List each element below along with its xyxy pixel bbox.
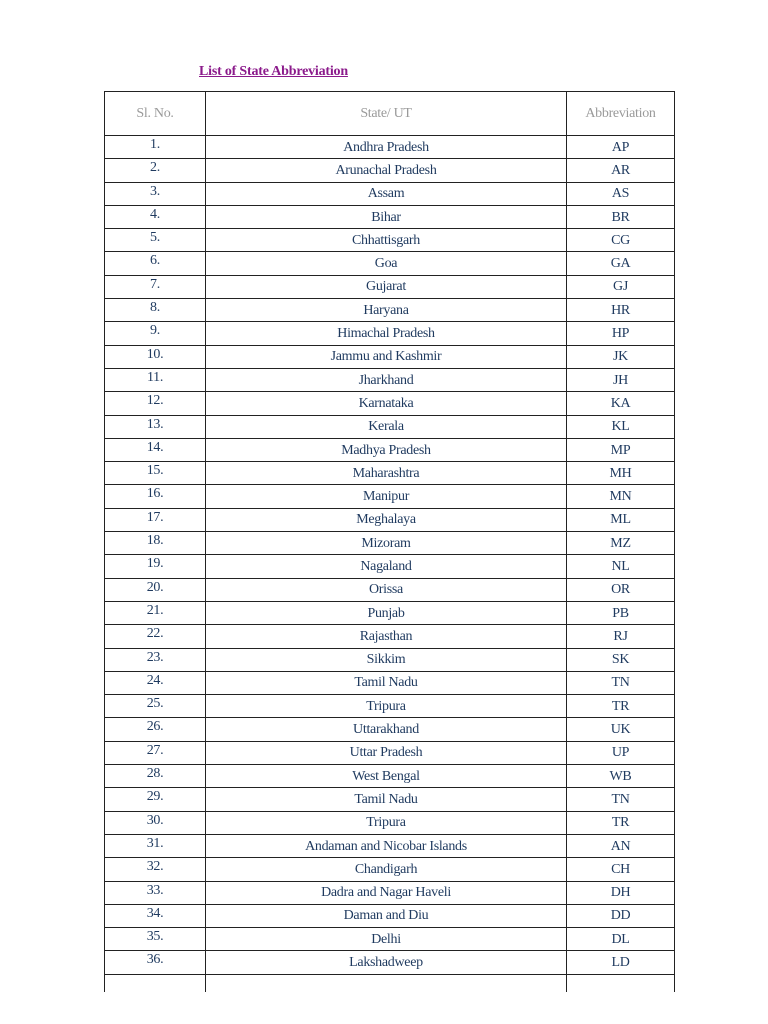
cell-state-ut: Nagaland — [206, 555, 567, 578]
table-row — [105, 415, 675, 438]
table-row — [105, 648, 675, 671]
cell-sl-no: 11. — [105, 368, 206, 391]
empty-cell — [105, 974, 206, 992]
table-row — [105, 765, 675, 788]
cell-abbreviation: CH — [567, 858, 675, 881]
table-row — [105, 718, 675, 741]
cell-abbreviation: OR — [567, 578, 675, 601]
page-title: List of State Abbreviation — [199, 64, 348, 79]
table-row — [105, 252, 675, 275]
cell-abbreviation: MP — [567, 438, 675, 461]
table-row — [105, 299, 675, 322]
cell-state-ut: Meghalaya — [206, 508, 567, 531]
cell-abbreviation: KA — [567, 392, 675, 415]
table-row — [105, 951, 675, 974]
cell-sl-no: 35. — [105, 928, 206, 951]
cell-sl-no: 20. — [105, 578, 206, 601]
cell-sl-no: 22. — [105, 625, 206, 648]
cell-abbreviation: GJ — [567, 275, 675, 298]
cell-abbreviation: HR — [567, 299, 675, 322]
cell-abbreviation: DH — [567, 881, 675, 904]
cell-state-ut: Chandigarh — [206, 858, 567, 881]
cell-state-ut: Andaman and Nicobar Islands — [206, 834, 567, 857]
cell-sl-no: 24. — [105, 671, 206, 694]
cell-abbreviation: LD — [567, 951, 675, 974]
cell-sl-no: 13. — [105, 415, 206, 438]
cell-state-ut: Rajasthan — [206, 625, 567, 648]
table-row — [105, 741, 675, 764]
cell-state-ut: Sikkim — [206, 648, 567, 671]
table-row — [105, 671, 675, 694]
cell-sl-no: 10. — [105, 345, 206, 368]
cell-state-ut: Andhra Pradesh — [206, 136, 567, 159]
cell-sl-no: 6. — [105, 252, 206, 275]
cell-sl-no: 5. — [105, 229, 206, 252]
cell-state-ut: Karnataka — [206, 392, 567, 415]
table-row — [105, 392, 675, 415]
table-row — [105, 368, 675, 391]
cell-state-ut: Manipur — [206, 485, 567, 508]
cell-sl-no: 25. — [105, 695, 206, 718]
cell-sl-no: 3. — [105, 182, 206, 205]
table-row — [105, 578, 675, 601]
cell-abbreviation: KL — [567, 415, 675, 438]
cell-sl-no: 17. — [105, 508, 206, 531]
table-body — [105, 136, 675, 992]
cell-abbreviation: GA — [567, 252, 675, 275]
table-row — [105, 205, 675, 228]
cell-abbreviation: MZ — [567, 532, 675, 555]
cell-sl-no: 4. — [105, 205, 206, 228]
cell-state-ut: Goa — [206, 252, 567, 275]
cell-abbreviation: TR — [567, 695, 675, 718]
table-row — [105, 881, 675, 904]
cell-state-ut: Haryana — [206, 299, 567, 322]
cell-sl-no: 27. — [105, 741, 206, 764]
table-row — [105, 625, 675, 648]
cell-sl-no: 9. — [105, 322, 206, 345]
cell-sl-no: 32. — [105, 858, 206, 881]
table-row — [105, 811, 675, 834]
cell-state-ut: Daman and Diu — [206, 904, 567, 927]
cell-sl-no: 23. — [105, 648, 206, 671]
cell-state-ut: Kerala — [206, 415, 567, 438]
cell-abbreviation: TN — [567, 671, 675, 694]
cell-sl-no: 7. — [105, 275, 206, 298]
cell-sl-no: 16. — [105, 485, 206, 508]
cell-state-ut: Dadra and Nagar Haveli — [206, 881, 567, 904]
cell-abbreviation: JH — [567, 368, 675, 391]
cell-state-ut: Uttar Pradesh — [206, 741, 567, 764]
cell-state-ut: Madhya Pradesh — [206, 438, 567, 461]
cell-state-ut: Tamil Nadu — [206, 788, 567, 811]
state-abbreviation-table — [104, 91, 675, 992]
table-row — [105, 182, 675, 205]
cell-state-ut: Orissa — [206, 578, 567, 601]
empty-cell — [206, 974, 567, 992]
cell-sl-no: 18. — [105, 532, 206, 555]
table-header-row — [105, 92, 675, 136]
cell-state-ut: Jharkhand — [206, 368, 567, 391]
cell-abbreviation: MH — [567, 462, 675, 485]
cell-state-ut: Chhattisgarh — [206, 229, 567, 252]
cell-abbreviation: MN — [567, 485, 675, 508]
table-row — [105, 834, 675, 857]
cell-sl-no: 34. — [105, 904, 206, 927]
cell-abbreviation: SK — [567, 648, 675, 671]
cell-abbreviation: AN — [567, 834, 675, 857]
table-row — [105, 159, 675, 182]
cell-state-ut: Uttarakhand — [206, 718, 567, 741]
cell-abbreviation: DD — [567, 904, 675, 927]
cell-abbreviation: WB — [567, 765, 675, 788]
table-row — [105, 601, 675, 624]
cell-state-ut: Tripura — [206, 695, 567, 718]
table-row — [105, 532, 675, 555]
table-row — [105, 695, 675, 718]
cell-sl-no: 19. — [105, 555, 206, 578]
table-row — [105, 275, 675, 298]
empty-cell — [567, 974, 675, 992]
table-row — [105, 462, 675, 485]
cell-sl-no: 2. — [105, 159, 206, 182]
cell-state-ut: Assam — [206, 182, 567, 205]
cell-sl-no: 29. — [105, 788, 206, 811]
table-row — [105, 485, 675, 508]
cell-abbreviation: AS — [567, 182, 675, 205]
cell-state-ut: Jammu and Kashmir — [206, 345, 567, 368]
cell-state-ut: Arunachal Pradesh — [206, 159, 567, 182]
header-sl-no: Sl. No. — [105, 92, 206, 136]
cell-abbreviation: RJ — [567, 625, 675, 648]
cell-abbreviation: UK — [567, 718, 675, 741]
cell-sl-no: 1. — [105, 136, 206, 159]
cell-abbreviation: TN — [567, 788, 675, 811]
cell-state-ut: Maharashtra — [206, 462, 567, 485]
cell-state-ut: Lakshadweep — [206, 951, 567, 974]
header-abbreviation: Abbreviation — [567, 92, 675, 136]
table-row — [105, 928, 675, 951]
cell-sl-no: 8. — [105, 299, 206, 322]
cell-abbreviation: AR — [567, 159, 675, 182]
cell-abbreviation: PB — [567, 601, 675, 624]
cell-abbreviation: DL — [567, 928, 675, 951]
cell-abbreviation: NL — [567, 555, 675, 578]
cell-state-ut: Bihar — [206, 205, 567, 228]
table-row — [105, 322, 675, 345]
cell-state-ut: Himachal Pradesh — [206, 322, 567, 345]
cell-sl-no: 15. — [105, 462, 206, 485]
cell-state-ut: West Bengal — [206, 765, 567, 788]
table-row-empty — [105, 974, 675, 992]
cell-sl-no: 31. — [105, 834, 206, 857]
table-row — [105, 508, 675, 531]
cell-state-ut: Mizoram — [206, 532, 567, 555]
cell-state-ut: Gujarat — [206, 275, 567, 298]
table-row — [105, 345, 675, 368]
cell-abbreviation: CG — [567, 229, 675, 252]
cell-abbreviation: UP — [567, 741, 675, 764]
cell-abbreviation: ML — [567, 508, 675, 531]
table-row — [105, 904, 675, 927]
cell-sl-no: 12. — [105, 392, 206, 415]
cell-sl-no: 30. — [105, 811, 206, 834]
table-row — [105, 136, 675, 159]
cell-state-ut: Delhi — [206, 928, 567, 951]
cell-sl-no: 28. — [105, 765, 206, 788]
cell-abbreviation: BR — [567, 205, 675, 228]
table-row — [105, 858, 675, 881]
cell-sl-no: 14. — [105, 438, 206, 461]
table-row — [105, 555, 675, 578]
cell-state-ut: Punjab — [206, 601, 567, 624]
cell-abbreviation: JK — [567, 345, 675, 368]
cell-sl-no: 21. — [105, 601, 206, 624]
table-row — [105, 788, 675, 811]
cell-abbreviation: AP — [567, 136, 675, 159]
cell-sl-no: 33. — [105, 881, 206, 904]
header-state-ut: State/ UT — [206, 92, 567, 136]
cell-sl-no: 26. — [105, 718, 206, 741]
table-row — [105, 438, 675, 461]
cell-abbreviation: TR — [567, 811, 675, 834]
cell-abbreviation: HP — [567, 322, 675, 345]
cell-sl-no: 36. — [105, 951, 206, 974]
table-row — [105, 229, 675, 252]
cell-state-ut: Tripura — [206, 811, 567, 834]
cell-state-ut: Tamil Nadu — [206, 671, 567, 694]
